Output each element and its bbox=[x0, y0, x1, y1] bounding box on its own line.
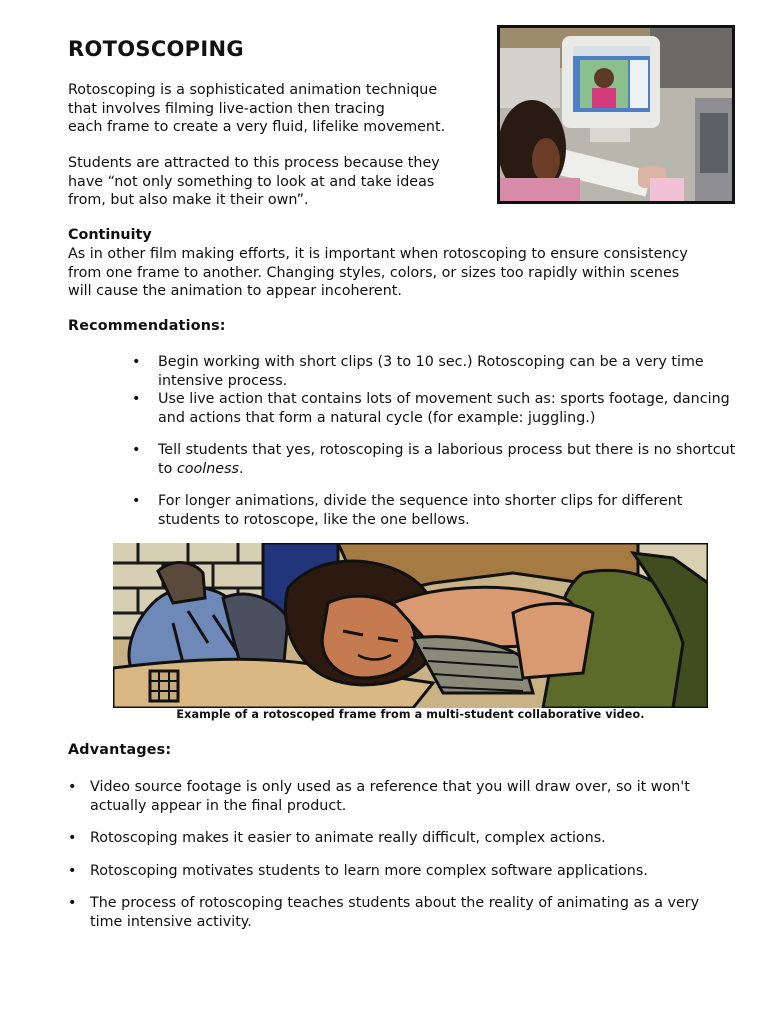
students-paragraph bbox=[68, 154, 478, 210]
continuity-line: As in other film making efforts, it is important when rotoscoping to ensure consistency bbox=[68, 246, 688, 262]
advantage-text: Video source footage is only used as a reference that you will draw over, so it won't bbox=[90, 779, 690, 795]
advantage-text: Rotoscoping makes it easier to animate really difficult, complex actions. bbox=[90, 830, 606, 846]
recommendation-item bbox=[132, 353, 768, 390]
student-computer-illustration bbox=[500, 28, 732, 201]
recommendation-text: intensive process. bbox=[158, 372, 288, 389]
bullet-icon: • bbox=[68, 895, 77, 911]
advantages-list bbox=[68, 778, 758, 931]
continuity-line: from one frame to another. Changing styles, colors, or sizes too rapidly within scenes bbox=[68, 264, 680, 281]
advantage-item bbox=[68, 894, 758, 931]
advantage-text: time intensive activity. bbox=[90, 913, 252, 930]
bullet-icon: • bbox=[132, 391, 141, 407]
continuity-paragraph bbox=[68, 245, 758, 301]
student-computer-photo bbox=[497, 25, 735, 204]
page-title: ROTOSCOPING bbox=[68, 37, 244, 61]
advantage-item bbox=[68, 778, 758, 815]
students-line: from, but also make it their own”. bbox=[68, 192, 309, 208]
bullet-icon: • bbox=[132, 493, 141, 509]
students-line: Students are attracted to this process because they bbox=[68, 155, 440, 171]
continuity-heading: Continuity bbox=[68, 227, 152, 243]
recommendation-text: and actions that form a natural cycle (for example: juggling.) bbox=[158, 409, 596, 426]
recommendation-text-suffix: . bbox=[239, 460, 244, 477]
bullet-icon: • bbox=[68, 830, 77, 846]
bullet-icon: • bbox=[132, 354, 141, 370]
rotoscoped-frame-image bbox=[113, 543, 708, 708]
bullet-icon: • bbox=[132, 442, 141, 458]
recommendations-heading: Recommendations: bbox=[68, 318, 226, 334]
advantage-text: The process of rotoscoping teaches students about the reality of animating as a very bbox=[90, 895, 700, 911]
recommendation-item bbox=[132, 492, 768, 529]
intro-paragraph bbox=[68, 81, 478, 137]
recommendation-text: Begin working with short clips (3 to 10 sec.) Rotoscoping can be a very time bbox=[158, 354, 704, 370]
recommendation-emphasis: coolness bbox=[176, 460, 239, 477]
bullet-icon: • bbox=[68, 779, 77, 795]
intro-line: that involves filming live-action then tracing bbox=[68, 100, 385, 117]
rotoscoped-frame-illustration bbox=[113, 543, 708, 708]
students-line: have “not only something to look at and take ideas bbox=[68, 173, 435, 190]
intro-line: each frame to create a very fluid, lifelike movement. bbox=[68, 119, 446, 135]
advantage-item bbox=[68, 862, 758, 881]
recommendation-item bbox=[132, 441, 768, 478]
advantages-heading: Advantages: bbox=[68, 742, 172, 758]
recommendation-text-line2 bbox=[158, 460, 768, 479]
recommendations-list bbox=[132, 353, 768, 529]
recommendation-text-prefix: to bbox=[158, 460, 177, 477]
recommendation-text: Tell students that yes, rotoscoping is a laborious process but there is no shortcut bbox=[158, 442, 736, 458]
intro-line: Rotoscoping is a sophisticated animation technique bbox=[68, 82, 438, 98]
advantage-item bbox=[68, 829, 758, 848]
recommendation-text: Use live action that contains lots of movement such as: sports footage, dancing bbox=[158, 391, 730, 407]
advantage-text: actually appear in the final product. bbox=[90, 797, 347, 814]
bullet-icon: • bbox=[68, 862, 77, 879]
recommendation-item bbox=[132, 390, 768, 427]
continuity-line: will cause the animation to appear incoherent. bbox=[68, 283, 402, 299]
advantage-text: Rotoscoping motivates students to learn more complex software applications. bbox=[90, 862, 648, 879]
recommendation-text: For longer animations, divide the sequence into shorter clips for different bbox=[158, 493, 683, 509]
figure-caption: Example of a rotoscoped frame from a multi-student collaborative video. bbox=[176, 708, 645, 721]
recommendation-text: students to rotoscope, like the one bellows. bbox=[158, 511, 470, 528]
